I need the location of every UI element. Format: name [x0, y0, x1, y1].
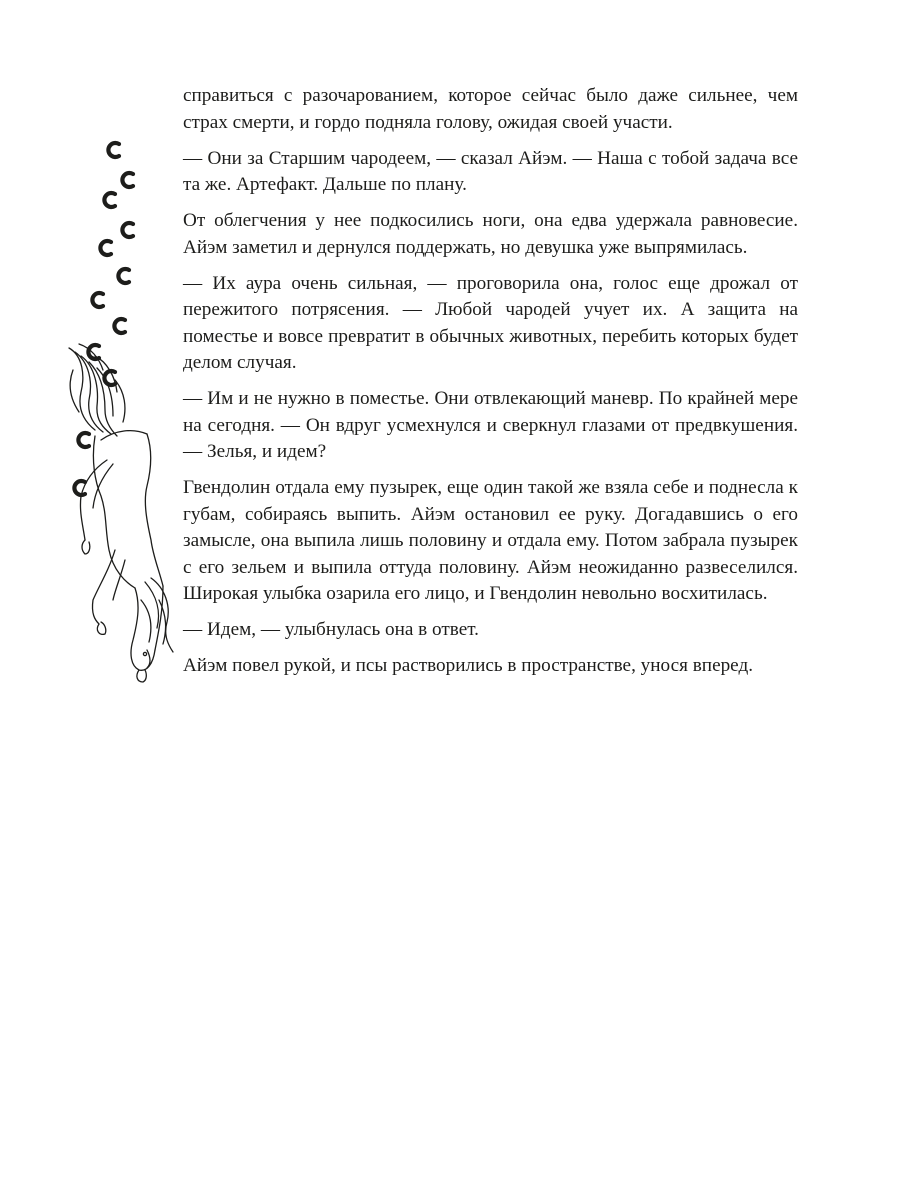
horseshoe-print-icon	[92, 293, 103, 307]
paragraph: — Идем, — улыбнулась она в ответ.	[183, 619, 479, 640]
falling-horse-illustration	[55, 130, 175, 690]
paragraph: — Им и не нужно в поместье. Они отвлекающий маневр. По крайней мере на сегодня. — Он вдруг усмехнулся и сверкнул глазами от предвкушения. — Зелья, и идем?	[183, 388, 798, 462]
horseshoe-print-icon	[118, 269, 129, 283]
horseshoe-print-icon	[114, 319, 125, 333]
horseshoe-print-icon	[122, 173, 133, 187]
body-text	[183, 83, 798, 689]
paragraph: Гвендолин отдала ему пузырек, еще один такой же взяла себе и поднесла к губам, собираясь выпить. Айэм остановил ее руку. Догадавшись о его замысле, она выпила лишь половину и отдала ему. Потом забрала пузырек с его зельем и выпила оттуда половину. Айэм неожиданно развеселился. Широкая улыбка озарила его лицо, и Гвендолин невольно восхитилась.	[183, 477, 798, 604]
paragraph: справиться с разочарованием, которое сейчас было даже сильнее, чем страх смерти, и гордо подняла голову, ожидая своей участи.	[183, 85, 798, 133]
horseshoe-print-icon	[122, 223, 133, 237]
paragraph: Айэм повел рукой, и псы растворились в пространстве, унося вперед.	[183, 655, 754, 676]
horse-drawing	[69, 344, 173, 682]
horseshoe-print-icon	[108, 143, 119, 157]
falling-horse-with-horseshoe-prints-icon	[55, 130, 175, 690]
paragraph: — Они за Старшим чародеем, — сказал Айэм. — Наша с тобой задача все та же. Артефакт. Дальше по плану.	[183, 147, 798, 195]
horseshoe-print-icon	[78, 433, 89, 447]
horseshoe-print-icon	[100, 241, 111, 255]
paragraph: — Их аура очень сильная, — проговорила она, голос еще дрожал от пережитого потрясения. — Любой чародей учует их. А защита на поместье и вовсе превратит в обычных животных, перебить которых будет делом случая.	[183, 272, 798, 373]
paragraph: От облегчения у нее подкосились ноги, она едва удержала равновесие. Айэм заметил и дернулся поддержать, но девушка уже выпрямилась.	[183, 210, 798, 258]
horseshoe-print-icon	[104, 193, 115, 207]
